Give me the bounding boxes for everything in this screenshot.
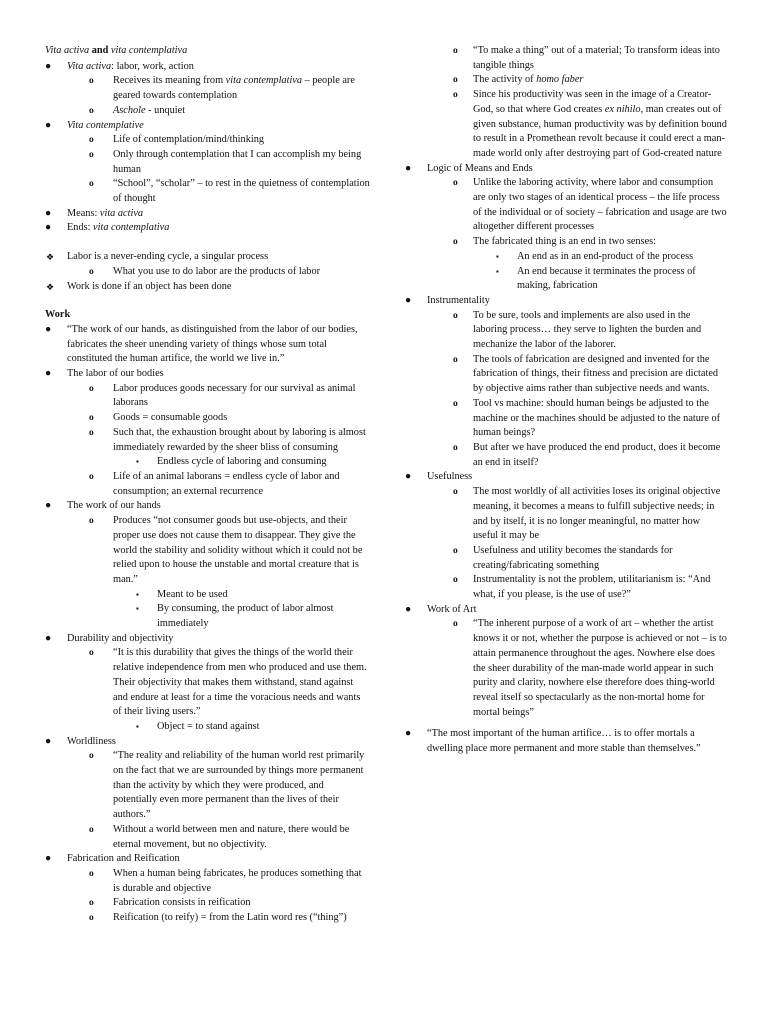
circle-bullet-icon: o xyxy=(89,413,94,424)
list-item: ▪ Meant to be used xyxy=(45,588,370,603)
spacer xyxy=(45,236,370,250)
list-item: o Produces “not consumer goods but use-objects, and their proper use does not cause them to disappear. They give the world the stability and solidity without which it could not be relied upon to house the unstable and mortal creature that is man.” xyxy=(89,515,363,585)
list-item: o “To make a thing” out of a material; To transform ideas into tangible things xyxy=(453,45,720,71)
list-item: ● Logic of Means and Ends xyxy=(405,162,727,177)
diamond-bullet-icon: ❖ xyxy=(46,252,55,263)
list-item: ● The work of our hands xyxy=(45,499,370,514)
circle-bullet-icon: o xyxy=(89,913,94,924)
circle-bullet-icon: o xyxy=(453,354,458,365)
list-item: ● “The work of our hands, as distinguished from the labor of our bodies, fabricates the sheer unending variety of things whose sum total constituted the human artifice, the world we live in.” xyxy=(45,323,358,365)
list-item: o Unlike the laboring activity, where labor and consumption are only two stages of an identical process – the life process of the individual or of society – fabrication and usage are two altogether different processes xyxy=(453,177,727,233)
list-item: ❖ Labor is a never-ending cycle, a singular process xyxy=(45,250,370,265)
list-item: o Life of an animal laborans = endless cycle of labor and consumption; an external recurrence xyxy=(89,470,340,497)
list-item: ▪ Object = to stand against xyxy=(45,720,370,735)
list-item: ● Vita contemplative xyxy=(45,119,370,134)
circle-bullet-icon: o xyxy=(89,471,94,482)
bullet-icon: ● xyxy=(45,60,52,72)
bullet-icon: ● xyxy=(45,207,52,219)
list-item: o To be sure, tools and implements are also used in the laboring process… they serve to lighten the burden and mechanize the labor of the laborer. xyxy=(453,309,702,351)
square-bullet-icon: ▪ xyxy=(136,604,139,614)
list-item: o “The inherent purpose of a work of art – whether the artist knows it or not, whether the purpose is achieved or not – is to attain permanence throughout the ages. Nowhere else does the sheer durability of the man-made world appear in such purity and clarity, nowhere else therefore does thing-world reveal itself so spectacularly as the non-mortal home for mortal beings” xyxy=(453,618,727,718)
square-bullet-icon: ▪ xyxy=(136,457,139,467)
list-item: ▪ Endless cycle of laboring and consuming xyxy=(45,455,370,470)
right-column xyxy=(405,44,727,757)
bullet-icon: ● xyxy=(405,294,412,306)
list-item: o The most worldly of all activities loses its original objective meaning, it becomes a means to fulfill subjective needs; in and by itself, it is no longer meaningful, no matter how useful it may be xyxy=(453,486,721,542)
list-item: o But after we have produced the end product, does it become an end in itself? xyxy=(453,441,721,468)
circle-bullet-icon: o xyxy=(89,149,94,160)
square-bullet-icon: ▪ xyxy=(496,266,499,276)
list-item: ● Usefulness xyxy=(405,470,727,485)
list-item: o Such that, the exhaustion brought about by laboring is almost immediately rewarded by the sheer bliss of consuming xyxy=(89,426,366,453)
circle-bullet-icon: o xyxy=(89,105,94,116)
bullet-icon: ● xyxy=(45,500,52,512)
bullet-icon: ● xyxy=(405,162,412,174)
list-item: ● “The most important of the human artifice… is to offer mortals a dwelling place more permanent and more stable than themselves.” xyxy=(405,728,701,755)
section-title: Vita activa and vita contemplativa xyxy=(45,45,188,56)
bullet-icon: ● xyxy=(45,368,52,380)
bullet-icon: ● xyxy=(405,603,412,615)
list-item: ▪ An end as in an end-product of the process xyxy=(405,250,727,265)
square-bullet-icon: ▪ xyxy=(136,589,139,599)
left-column xyxy=(45,44,370,926)
list-item: o Tool vs machine: should human beings be adjusted to the machine or the machines should be adjusted to the nature of human beings? xyxy=(453,397,721,439)
list-item: ▪ By consuming, the product of labor almost immediately xyxy=(136,603,334,630)
list-item: ● Durability and objectivity xyxy=(45,632,370,647)
circle-bullet-icon: o xyxy=(89,824,94,835)
list-item: o Labor produces goods necessary for our survival as animal laborans xyxy=(89,382,356,409)
circle-bullet-icon: o xyxy=(89,868,94,879)
circle-bullet-icon: o xyxy=(453,575,458,586)
circle-bullet-icon: o xyxy=(89,266,94,277)
list-item: ● Work of Art xyxy=(405,603,727,618)
list-item: o “It is this durability that gives the things of the world their relative independence from men who produced and use them. Their objectivity that makes them withstand, stand against and endure at least for a time the voracious needs and wants of their living users.” xyxy=(89,647,367,718)
list-item: o “School”, “scholar” – to rest in the quietness of contemplation of thought xyxy=(89,178,370,205)
work-heading: Work xyxy=(45,309,71,321)
list-item: o Aschole - unquiet xyxy=(45,104,370,119)
list-item: o Receives its meaning from vita contemplativa – people are geared towards contemplation xyxy=(89,75,355,102)
circle-bullet-icon: o xyxy=(453,398,458,409)
list-item: ● Ends: vita contemplativa xyxy=(45,221,370,236)
circle-bullet-icon: o xyxy=(453,545,458,556)
list-item: o Reification (to reify) = from the Latin word res (“thing”) xyxy=(45,911,370,926)
square-bullet-icon: ▪ xyxy=(136,721,139,731)
spacer xyxy=(405,720,727,727)
circle-bullet-icon: o xyxy=(89,516,94,527)
circle-bullet-icon: o xyxy=(453,310,458,321)
list-item: o Without a world between men and nature, there would be eternal movement, but no objectivity. xyxy=(89,823,350,850)
bullet-icon: ● xyxy=(45,735,52,747)
bullet-icon: ● xyxy=(45,323,52,335)
circle-bullet-icon: o xyxy=(453,619,458,630)
list-item: ● Fabrication and Reification xyxy=(45,852,370,867)
list-item: o Only through contemplation that I can accomplish my being human xyxy=(89,148,362,175)
diamond-bullet-icon: ❖ xyxy=(46,281,55,292)
circle-bullet-icon: o xyxy=(89,76,94,87)
circle-bullet-icon: o xyxy=(453,178,458,189)
list-item: o “The reality and reliability of the human world rest primarily on the fact that we are surrounded by things more permanent than the activity by which they were produced, and potentially even more permanent than the lives of their authors.” xyxy=(89,750,365,821)
circle-bullet-icon: o xyxy=(453,46,458,56)
list-item: o Usefulness and utility becomes the standards for creating/fabricating something xyxy=(453,544,673,571)
list-item: o The activity of homo faber xyxy=(405,73,727,88)
bullet-icon: ● xyxy=(405,471,412,483)
circle-bullet-icon: o xyxy=(453,442,458,453)
list-item: ● Vita activa: labor, work, action xyxy=(45,60,370,75)
list-item: ● Worldliness xyxy=(45,735,370,750)
bullet-icon: ● xyxy=(45,632,52,644)
circle-bullet-icon: o xyxy=(453,90,458,101)
list-item: o Fabrication consists in reification xyxy=(45,896,370,911)
list-item: o Life of contemplation/mind/thinking xyxy=(45,133,370,148)
circle-bullet-icon: o xyxy=(89,751,94,762)
circle-bullet-icon: o xyxy=(453,487,458,498)
circle-bullet-icon: o xyxy=(89,427,94,438)
list-item: ● The labor of our bodies xyxy=(45,367,370,382)
circle-bullet-icon: o xyxy=(89,383,94,394)
list-item: ❖ Work is done if an object has been done xyxy=(45,280,370,295)
circle-bullet-icon: o xyxy=(89,135,94,146)
circle-bullet-icon: o xyxy=(89,179,94,190)
bullet-icon: ● xyxy=(45,119,52,131)
circle-bullet-icon: o xyxy=(89,898,94,909)
bullet-icon: ● xyxy=(405,728,412,740)
list-item: o The tools of fabrication are designed and invented for the fabrication of things, their fitness and precision are dictated by objective aims rather than subjective needs and wants. xyxy=(453,353,719,395)
circle-bullet-icon: o xyxy=(453,75,458,86)
list-item: o What you use to do labor are the products of labor xyxy=(45,265,370,280)
list-item: o The fabricated thing is an end in two senses: xyxy=(405,235,727,250)
list-item: ● Means: vita activa xyxy=(45,207,370,222)
bullet-icon: ● xyxy=(45,853,52,865)
square-bullet-icon: ▪ xyxy=(496,251,499,261)
list-item: o When a human being fabricates, he produces something that is durable and objective xyxy=(89,867,362,894)
list-item: o Instrumentality is not the problem, utilitarianism is: “And what, if you please, is the use of use?” xyxy=(453,574,711,601)
list-item: o Goods = consumable goods xyxy=(45,411,370,426)
list-item: o Since his productivity was seen in the image of a Creator-God, so that where God creates ex nihilo, man creates out of given substance, human productivity was by definition bound to result in a Promethean revolt because it could erect a man-made world only after destroying part of God-created nature xyxy=(453,89,727,159)
list-item: ● Instrumentality xyxy=(405,294,727,309)
bullet-icon: ● xyxy=(45,222,52,234)
circle-bullet-icon: o xyxy=(89,648,94,659)
list-item: ▪ An end because it terminates the process of making, fabrication xyxy=(496,265,696,292)
circle-bullet-icon: o xyxy=(453,237,458,248)
spacer xyxy=(45,294,370,308)
